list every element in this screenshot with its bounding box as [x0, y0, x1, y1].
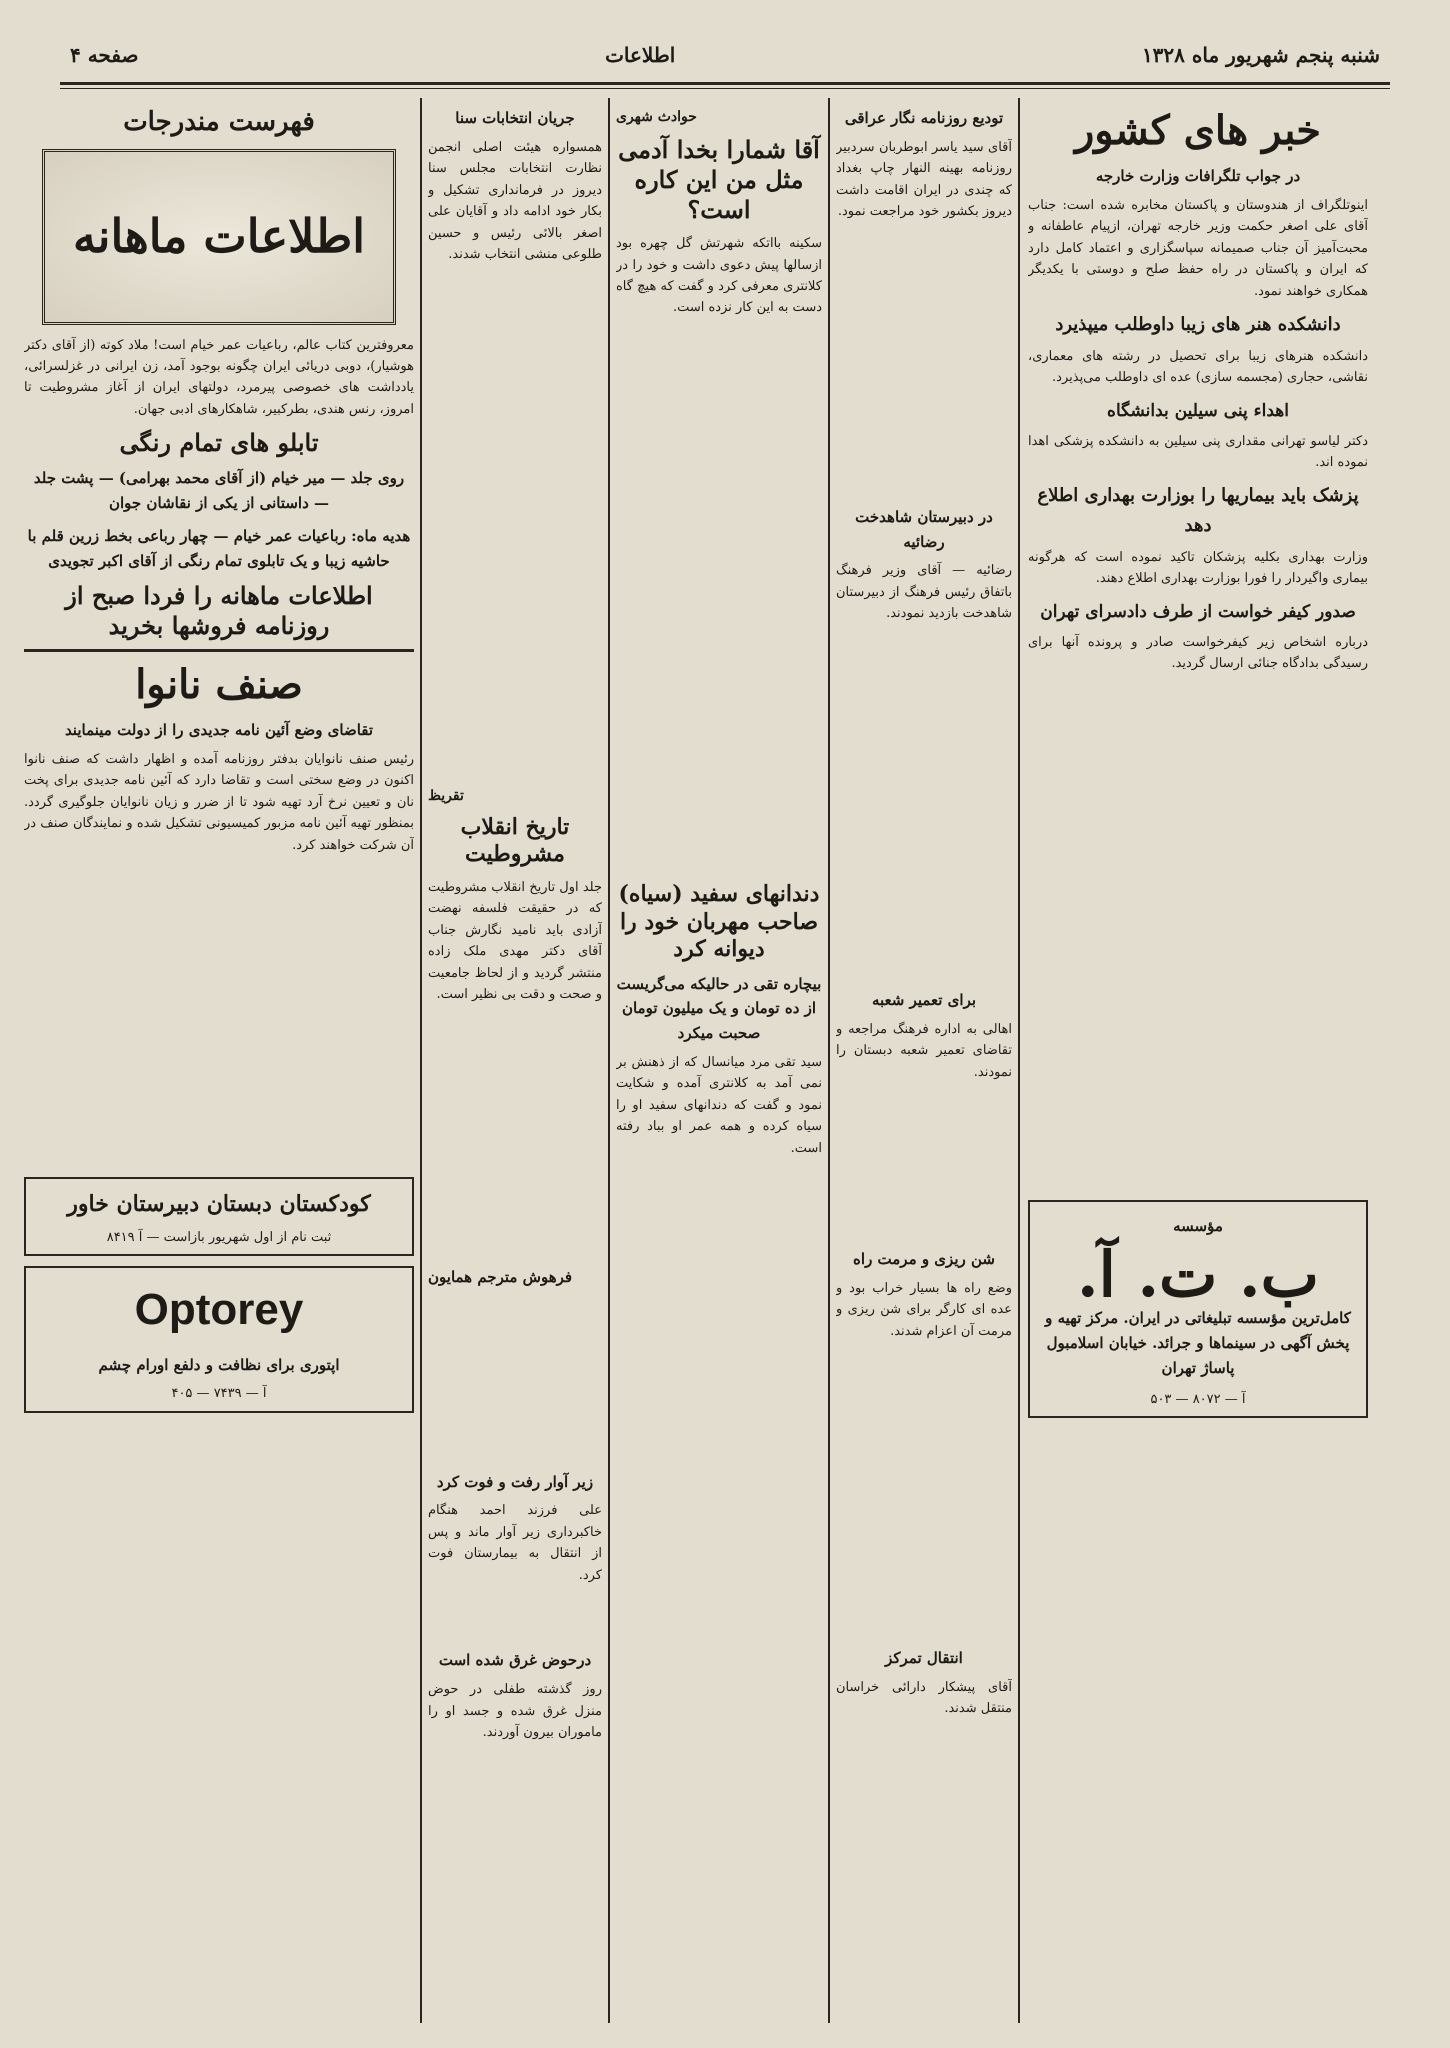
story-title: صدور کیفر خواست از طرف دادسرای تهران [1040, 601, 1356, 622]
contents-body: معروفترین کتاب عالم، رباعیات عمر خیام است! ملاد کوته (از آقای دکتر هوشیار)، دوبی دریائی ایران چگونه بوجود آمد، زن ایرانی در غزلسرائی، یادداشت های خصوصی پیرمرد، دولتهای ایران از آغاز مشروطیت تا امروز، رنس هندی، بطرکبیر، شاهکارهای ادبی جهان. [24, 337, 414, 417]
ad-text: اپتوری برای نظافت و دلفع اورام چشم [98, 1355, 340, 1374]
column-politics [428, 100, 602, 2024]
gift-note: هدیه ماه: رباعیات عمر خیام — چهار رباعی بخط زرین قلم با حاشیه زیبا و یک تابلوی تمام رنگی از آقای اکبر تجویدی [27, 526, 411, 570]
story-title: برای تعمیر شعبه [871, 991, 977, 1010]
story-body: همسواره هیئت اصلی انجمن نظارت انتخابات مجلس سنا دیروز در فرمانداری تشکیل و بکار خود ادامه داد و آقایان علی اصغر بالائی رئیس و حسین طلوعی منشی انتخاب شدند. [428, 139, 602, 262]
advertisement-bta [1028, 1200, 1368, 1418]
story-title: در دبیرستان شاهدخت رضائیه [855, 507, 993, 551]
story-body: رضائیه — آقای وزیر فرهنگ باتفاق رئیس فرهنگ از دبیرستان شاهدخت بازدید نمودند. [836, 563, 1012, 622]
section-headline: خبر های کشور [1074, 107, 1321, 154]
story-body: علی فرزند احمد هنگام خاکبرداری زیر آوار ماند و پس از انتقال به بیمارستان فوت کرد. [428, 1503, 602, 1583]
story-title: دانشکده هنر های زیبا داوطلب میپذیرد [1055, 313, 1341, 335]
column-divider [420, 98, 422, 2023]
story-body: آقای پیشکار دارائی خراسان منتقل شدند. [836, 1679, 1012, 1716]
ad-body: کامل‌ترین مؤسسه تبلیغاتی در ایران. مرکز تهیه و پخش آگهی در سینماها و جرائد. خیابان اسلامبول پاساژ تهران [1045, 1309, 1351, 1377]
tablo-title: تابلو های تمام رنگی [119, 428, 319, 458]
story-title: انتقال تمرکز [885, 1648, 963, 1667]
column-national-news [1028, 100, 1368, 2024]
story-body: روز گذشته طفلی در حوض منزل غرق شده و جسد او را ماموران بیرون آوردند. [428, 1682, 602, 1740]
story-body: دکتر لیاسو تهرانی مقداری پنی سیلین به دانشکده پزشکی اهدا نموده اند. [1028, 433, 1368, 470]
magazine-logo: اطلاعات ماهانه [42, 149, 396, 325]
story-body: وزارت بهداری بکلیه پزشکان تاکید نموده است که هرگونه بیماری واگیردار را فورا بوزارت بهداری اطلاع دهند. [1028, 549, 1368, 587]
story-body: اهالی به اداره فرهنگ مراجعه و تقاضای تعمیر شعبه دبستان را نمودند. [836, 1022, 1012, 1080]
page-number: صفحه ۴ [70, 43, 139, 67]
contents-title: فهرست مندرجات [123, 107, 315, 137]
promo-text: اطلاعات ماهانه را فردا صبح از روزنامه فروشها بخرید [65, 581, 373, 641]
story-headline: آقا شمارا بخدا آدمی مثل من این کاره است؟ [618, 135, 820, 225]
section-rule [24, 649, 414, 652]
column-divider [1018, 98, 1020, 2023]
story-body: آقای سید یاسر ابوطربان سردبیر روزنامه بهینه النهار چاپ بغداد که چندی در ایران اقامت داشت دیروز بکشور خود مراجعت نمود. [836, 139, 1012, 220]
ad-code: آ — ۸۰۷۲ — ۵۰۳ [1150, 1391, 1246, 1407]
school-ad [24, 1177, 414, 1256]
story-body: درباره اشخاص زیر کیفرخواست صادر و پرونده آنها برای رسیدگی بدادگاه جنائی ارسال گردید. [1028, 634, 1368, 672]
story-title: شن ریزی و مرمت راه [853, 1250, 995, 1268]
bakers-body: رئیس صنف نانوایان بدفتر روزنامه آمده و اظهار داشت که صنف نانوا اکنون در وضع سختی است و تقاضا دارد که آئین نامه جدیدی برای پخت نان و تعیین نرخ آرد تهیه شود تا از ضرر و زیان نانوایان جلوگیری گردد. بمنظور تهیه آئین نامه مزبور کمیسیونی تشکیل شده و نمایندگان صنف در آن شرکت خواهند کرد. [24, 752, 414, 853]
column-city-incidents [616, 100, 822, 2024]
story-headline: دندانهای سفید (سیاه) صاحب مهربان خود را دیوانه کرد [618, 881, 820, 963]
school-title: کودکستان دبستان دبیرستان خاور [67, 1191, 371, 1217]
bakers-subheadline: تقاضای وضع آئین نامه جدیدی را از دولت مینمایند [64, 721, 374, 740]
ad-brand: ب. ت. آ. [1077, 1238, 1319, 1312]
header-rule [60, 82, 1390, 85]
story-subheadline: بیچاره تقی در حالیکه می‌گریست از ده تومان و یک میلیون تومان صحبت میکرد [616, 974, 822, 1043]
tablo-body: روی جلد — میر خیام (از آقای محمد بهرامی) — پشت جلد — داستانی از یکی از نقاشان جوان [33, 469, 405, 512]
story-title: تودیع روزنامه نگار عراقی [844, 109, 1004, 127]
column-divider [608, 98, 610, 2023]
story-headline: تاریخ انقلاب مشروطیت [460, 813, 570, 868]
column-divider [828, 98, 830, 2023]
story-title: پزشک باید بیماریها را بوزارت بهداری اطلاع دهد [1037, 485, 1359, 537]
story-body: سکینه بااتکه شهرتش گل چهره بود ازسالها پیش دعوی داشت و خود را در کلانتری معرفی کرد و گفت که هیچ گاه دست به این کار نزده است. [616, 236, 822, 316]
story-body: جلد اول تاریخ انقلاب مشروطیت که در حقیقت فلسفه نهضت آزادی باید نامید نگارش جناب آقای دکتر مهدی ملک زاده منتشر گردید و از لحاظ جامعیت و صحت و دقت بی نظیر است. [428, 879, 602, 1003]
section-tag: تقریظ [428, 787, 464, 804]
page-header [70, 30, 1380, 80]
story-body: وضع راه ها بسیار خراب بود و عده ای کارگر برای شن ریزی و مرمت آن اعزام شدند. [836, 1280, 1012, 1339]
column-regional-news [836, 100, 1012, 2024]
header-rule-thin [60, 88, 1390, 89]
bakers-headline: صنف نانوا [135, 661, 303, 709]
column-features [24, 100, 414, 2024]
story-title: اهداء پنی سیلین بدانشگاه [1107, 400, 1289, 421]
review-signature: فرهوش مترجم همایون [428, 1267, 573, 1286]
school-body: ثبت نام از اول شهریور بازاست — آ ۸۴۱۹ [106, 1229, 332, 1245]
ad-code: آ — ۷۴۳۹ — ۴۰۵ [171, 1386, 267, 1402]
story-title: در جواب تلگرافات وزارت خارجه [1095, 167, 1301, 185]
story-body: اینوتلگراف از هندوستان و پاکستان مخابره شده است: جناب آقای علی اصغر حکمت وزیر خارجه تهران، ازپیام عاطفانه و محبت‌آمیز آن جناب صمیمانه سپاسگزاری و اعتماد کامل دارد که ایران و پاکستان در راه حفظ صلح و دوستی با یکدیگر همکاری خواهند نمود. [1028, 197, 1368, 299]
story-body: دانشکده هنرهای زیبا برای تحصیل در رشته های معماری، نقاشی، حجاری (مجسمه سازی) عده ای داوطلب می‌پذیرد. [1028, 348, 1368, 386]
optorey-ad [24, 1266, 414, 1413]
story-body: سید تقی مرد میانسال که از ذهنش بر نمی آمد به کلانتری آمده و شکایت نمود و گفت که دندانهای سفید او را سیاه کرده و همه عمر او بباد رفته است. [616, 1054, 822, 1156]
paper-name: اطلاعات [605, 43, 676, 67]
story-title: زیر آوار رفت و فوت کرد [436, 1472, 594, 1491]
ad-brand: Optorey [134, 1284, 304, 1334]
ad-title: مؤسسه [1173, 1216, 1223, 1235]
issue-date: شنبه پنجم شهریور ماه ۱۳۲۸ [1141, 43, 1380, 67]
story-title: جریان انتخابات سنا [455, 109, 575, 127]
section-tag: حوادث شهری [616, 109, 697, 125]
story-title: درحوض غرق شده است [438, 1651, 592, 1670]
